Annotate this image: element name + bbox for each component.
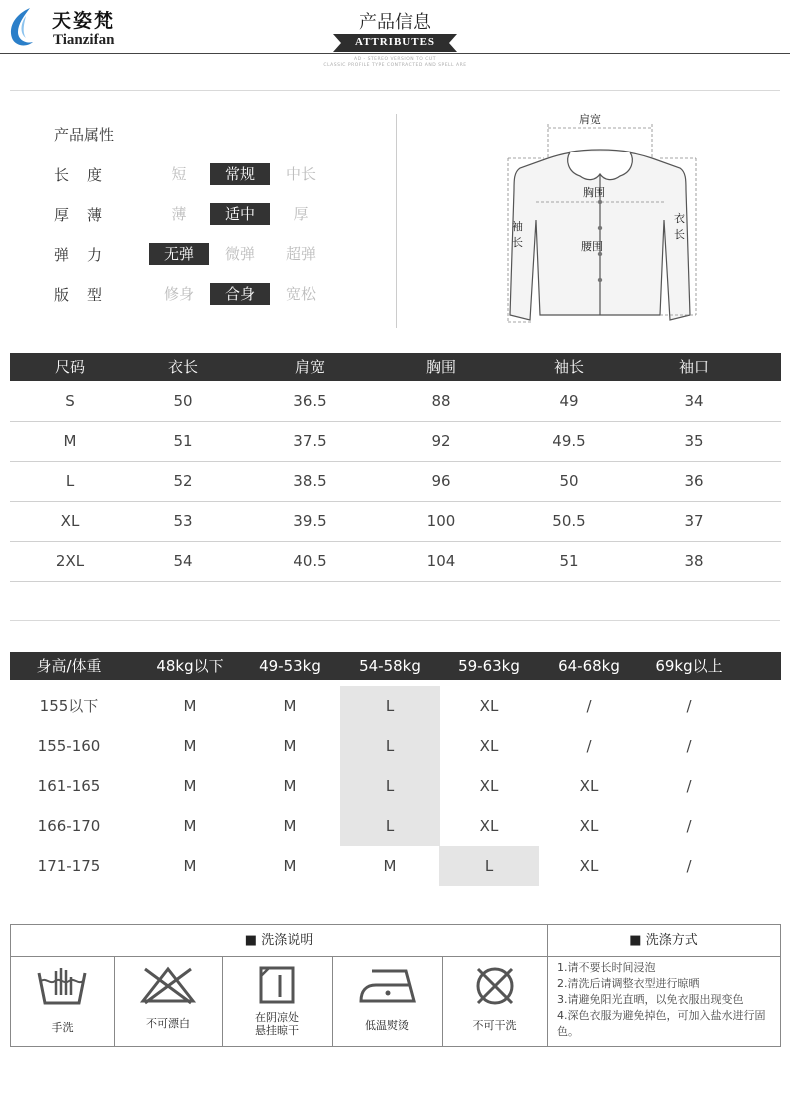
table-row-divider [10, 581, 781, 582]
attribute-option: 修身 [163, 285, 194, 303]
tiny-caption-1: AD - STEREO VERSION TO CUT [354, 57, 436, 62]
attributes-divider [396, 114, 397, 328]
hand-wash-label: 手洗 [51, 1021, 74, 1034]
fit-table-header-cell: 49-53kg [259, 657, 321, 675]
care-symbols-title: ■ 洗涤说明 [244, 933, 314, 948]
care-tip-3: 3.请避免阳光直晒，以免衣服出现变色 [557, 993, 744, 1006]
care-tip-4: 4.深色衣服为避免掉色，可加入盐水进行固色。 [557, 1009, 766, 1038]
size-table-header-cell: 袖长 [553, 358, 584, 376]
size-table-cell: 52 [173, 472, 193, 490]
attribute-label: 版型 [54, 286, 121, 304]
shoulder-label: 肩宽 [579, 113, 601, 126]
size-table-cell: 49.5 [552, 432, 586, 450]
size-table-cell: 54 [173, 552, 193, 570]
size-table-cell: M [63, 432, 77, 450]
header-divider [0, 53, 790, 54]
fit-table-cell: 155以下 [39, 697, 99, 715]
low-iron-icon [358, 967, 418, 1005]
size-table-cell: XL [60, 512, 80, 530]
line-dry-label-1: 在阴凉处 [255, 1011, 299, 1024]
page-subtitle: ATTRIBUTES [354, 36, 436, 48]
fit-table-cell: / [686, 697, 692, 715]
care-instructions [10, 924, 781, 1047]
no-dry-clean-label: 不可干洗 [472, 1019, 517, 1032]
fit-table-header-cell: 身高/体重 [36, 657, 102, 675]
hand-wash-icon [36, 965, 88, 1009]
section-divider [10, 90, 780, 91]
care-item-no-dry-clean [442, 957, 547, 1047]
fit-table-header-cell: 48kg以下 [156, 657, 224, 675]
sleeve-label-1: 袖 [512, 220, 523, 233]
size-table-cell: 51 [173, 432, 193, 450]
size-table-cell: 38 [684, 552, 704, 570]
fit-table-cell: M [283, 817, 297, 835]
fit-table-cell: L [385, 777, 395, 795]
size-table-header-cell: 胸围 [425, 358, 456, 376]
fit-table-header-cell: 69kg以上 [655, 657, 723, 675]
fit-table-cell: XL [479, 777, 499, 795]
fit-table-cell: 155-160 [37, 737, 101, 755]
fit-table-header-cell: 64-68kg [558, 657, 620, 675]
attributes-title: 产品属性 [54, 126, 115, 144]
tiny-caption-2: CLASSIC PROFILE TYPE CONTRACTED AND SPELL ARE [323, 63, 467, 68]
fit-table-cell: / [686, 777, 692, 795]
size-table-cell: 96 [431, 472, 451, 490]
care-item-no-bleach [114, 957, 222, 1047]
attribute-option: 超弹 [285, 245, 316, 263]
attribute-label: 长度 [54, 166, 121, 184]
attribute-option-selected: 适中 [210, 203, 270, 225]
size-table-header-cell: 衣长 [167, 358, 198, 376]
fit-table-cell: / [586, 697, 592, 715]
attribute-option: 宽松 [285, 285, 316, 303]
garment-measurement-diagram [500, 110, 700, 330]
fit-table-cell: M [283, 697, 297, 715]
attribute-option: 短 [171, 165, 187, 183]
size-table-cell: 36.5 [293, 392, 327, 410]
section-divider [10, 620, 780, 621]
size-table-cell: 36 [684, 472, 704, 490]
fit-table-cell: 166-170 [37, 817, 101, 835]
care-item-line-dry [222, 957, 332, 1047]
fit-table-cell: XL [579, 817, 599, 835]
waist-label: 腰围 [581, 240, 603, 253]
size-table-cell: 53 [173, 512, 193, 530]
care-method-title: ■ 洗涤方式 [629, 933, 698, 948]
fit-table-header-cell: 54-58kg [359, 657, 421, 675]
length-label-2: 长 [674, 228, 685, 241]
no-bleach-label: 不可漂白 [146, 1017, 190, 1030]
fit-table-cell: / [686, 817, 692, 835]
attribute-option: 微弹 [224, 245, 255, 263]
size-table-cell: 51 [559, 552, 579, 570]
size-table [10, 353, 781, 583]
size-table-header-cell: 尺码 [54, 358, 85, 376]
fit-table-cell: / [586, 737, 592, 755]
size-table-header-cell: 肩宽 [294, 358, 325, 376]
attribute-option: 薄 [171, 205, 187, 223]
fit-table-cell: M [283, 737, 297, 755]
fit-table-cell: 161-165 [37, 777, 101, 795]
fit-table-header-cell: 59-63kg [458, 657, 520, 675]
care-tip-1: 1.请不要长时间浸泡 [557, 961, 656, 974]
size-table-cell: 92 [431, 432, 451, 450]
attribute-option-selected: 无弹 [149, 243, 209, 265]
chest-label: 胸围 [583, 186, 605, 199]
size-table-cell: 37.5 [293, 432, 327, 450]
fit-table-cell: M [383, 857, 397, 875]
size-table-header-cell: 袖口 [678, 358, 709, 376]
fit-table-cell: L [385, 817, 395, 835]
fit-table-cell: / [686, 857, 692, 875]
size-table-cell: 50 [559, 472, 579, 490]
size-table-cell: 35 [684, 432, 704, 450]
size-table-cell: 88 [431, 392, 451, 410]
attribute-label: 弹力 [54, 246, 121, 264]
size-table-cell: 40.5 [293, 552, 327, 570]
care-divider [547, 925, 548, 1046]
fit-table-cell: L [385, 697, 395, 715]
fit-table-cell: L [385, 737, 395, 755]
care-item-low-iron [332, 957, 442, 1047]
size-table-cell: 34 [684, 392, 704, 410]
fit-table-cell: M [183, 697, 197, 715]
care-item-hand-wash [11, 957, 114, 1047]
fit-table-cell: / [686, 737, 692, 755]
size-table-cell: S [65, 392, 75, 410]
brand-name-cn: 天姿梵 [52, 10, 116, 32]
fit-table-cell: M [283, 857, 297, 875]
no-bleach-icon [139, 965, 197, 1005]
size-table-cell: 2XL [55, 552, 85, 570]
fit-table-header [10, 652, 781, 680]
size-table-cell: 50 [173, 392, 193, 410]
fit-table-cell: M [183, 737, 197, 755]
fit-table-cell: M [183, 857, 197, 875]
size-table-cell: 37 [684, 512, 704, 530]
no-dry-clean-icon [472, 963, 518, 1009]
size-table-cell: 39.5 [293, 512, 327, 530]
page-title: 产品信息 [359, 12, 431, 33]
sleeve-label-2: 长 [512, 236, 523, 249]
fit-table-cell: 171-175 [37, 857, 101, 875]
line-dry-shade-icon [258, 965, 296, 1005]
size-table-cell: 100 [426, 512, 456, 530]
fit-recommendation-table [10, 652, 781, 892]
fit-table-cell: XL [479, 817, 499, 835]
size-table-cell: 38.5 [293, 472, 327, 490]
care-tip-2: 2.清洗后请调整衣型进行晾晒 [557, 977, 700, 990]
attribute-option-selected: 合身 [210, 283, 270, 305]
size-table-header [10, 353, 781, 381]
brand-name-en: Tianzifan [53, 32, 115, 48]
attribute-option: 中长 [285, 165, 316, 183]
fit-table-cell: XL [579, 777, 599, 795]
low-iron-label: 低温熨烫 [365, 1019, 409, 1032]
line-dry-label-2: 悬挂晾干 [255, 1024, 299, 1037]
attribute-option-selected: 常规 [210, 163, 270, 185]
fit-table-cell: XL [579, 857, 599, 875]
size-table-cell: L [65, 472, 75, 490]
fit-table-cell: L [484, 857, 494, 875]
fit-table-cell: M [183, 777, 197, 795]
fit-table-cell: XL [479, 697, 499, 715]
attribute-label: 厚薄 [54, 206, 121, 224]
size-table-cell: 104 [426, 552, 456, 570]
fit-table-cell: M [183, 817, 197, 835]
size-table-cell: 50.5 [552, 512, 586, 530]
size-table-cell: 49 [559, 392, 579, 410]
fit-table-cell: M [283, 777, 297, 795]
fit-table-cell: XL [479, 737, 499, 755]
attribute-option: 厚 [293, 205, 309, 223]
length-label-1: 衣 [674, 212, 685, 225]
